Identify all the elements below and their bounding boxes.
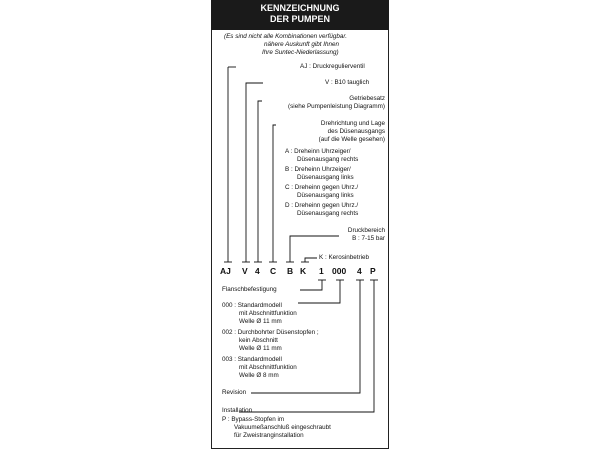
label-rotation-1: Drehrichtung und Lage	[320, 120, 385, 127]
label-flange: Flanschbefestigung	[222, 286, 277, 293]
code-flange: 1	[319, 266, 324, 276]
label-model-002-3: Welle Ø 11 mm	[239, 345, 282, 352]
label-aj: AJ : Druckregulierventil	[300, 63, 365, 70]
label-installation-p-1: P : Bypass-Stopfen im	[222, 416, 285, 423]
intro-line-3: Ihre Suntec-Niederlassung)	[262, 49, 339, 56]
label-rotation-d-1: D : Dreheinn gegen Uhrz./	[285, 202, 359, 209]
label-model-003-2: mit Abschnittfunktion	[239, 364, 297, 371]
label-model-003-3: Welle Ø 8 mm	[239, 372, 279, 379]
label-rotation-3: (auf die Welle gesehen)	[318, 136, 385, 143]
label-installation: Installation	[222, 407, 253, 414]
code-aj: AJ	[220, 266, 231, 276]
label-model-002-1: 002 : Durchbohrter Düsenstopfen ;	[222, 329, 319, 336]
code-kerosene: K	[300, 266, 307, 276]
label-rotation-b-2: Düsenausgang links	[297, 174, 354, 181]
label-rotation-a-1: A : Dreheinn Uhrzeiger/	[285, 148, 351, 155]
code-v: V	[242, 266, 248, 276]
label-model-002-2: kein Abschnitt	[239, 337, 278, 344]
title-line-1: KENNZEICHNUNG	[260, 3, 340, 13]
intro-line-1: (Es sind nicht alle Kombinationen verfügbar.	[224, 33, 347, 40]
label-rotation-d-2: Düsenausgang rechts	[297, 210, 359, 217]
label-pressure-2: B : 7-15 bar	[352, 235, 385, 242]
label-revision: Revision	[222, 389, 247, 396]
label-rotation-c-2: Düsenausgang links	[297, 192, 354, 199]
label-model-000-3: Welle Ø 11 mm	[239, 318, 282, 325]
label-v: V : B10 tauglich	[325, 79, 370, 86]
label-model-003-1: 003 : Standardmodell	[222, 356, 282, 363]
label-rotation-2: des Düsenausgangs	[327, 128, 385, 135]
label-rotation-b-1: B : Dreheinn Uhrzeiger/	[285, 166, 351, 173]
label-installation-p-3: für Zweistranginstallation	[234, 432, 304, 439]
label-gear-1: Getriebesatz	[349, 95, 385, 102]
label-rotation-c-1: C : Dreheinn gegen Uhrz./	[285, 184, 359, 191]
label-model-000-1: 000 : Standardmodell	[222, 302, 282, 309]
label-model-000-2: mit Abschnittfunktion	[239, 310, 297, 317]
label-pressure-1: Druckbereich	[347, 227, 385, 234]
label-gear-2: (siehe Pumpenleistung Diagramm)	[288, 103, 385, 110]
code-model: 000	[332, 266, 347, 276]
label-rotation-a-2: Düsenausgang rechts	[297, 156, 359, 163]
intro-line-2: nähere Auskunft gibt Ihnen	[264, 41, 340, 48]
title-line-2: DER PUMPEN	[269, 14, 330, 24]
label-installation-p-2: Vakuumeßanschluß eingeschraubt	[234, 424, 331, 431]
label-kerosene: K : Kerosinbetrieb	[319, 254, 370, 261]
code-pressure: B	[287, 266, 294, 276]
code-revision: 4	[357, 266, 362, 276]
code-rotation: C	[270, 266, 277, 276]
code-gear: 4	[255, 266, 260, 276]
code-installation: P	[370, 266, 376, 276]
